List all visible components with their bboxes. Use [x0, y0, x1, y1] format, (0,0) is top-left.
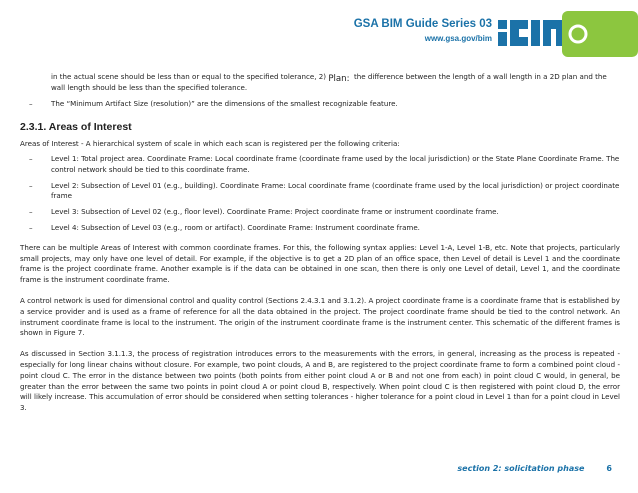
logo-square-small — [498, 20, 507, 29]
section-intro: Areas of Interest - A hierarchical system of scale in which each scan is registered per the following criteria: — [20, 139, 400, 149]
page-footer — [457, 464, 612, 473]
list-item: – The “Minimum Artifact Size (resolution)” are the dimensions of the smallest recognizable feature. — [29, 98, 398, 108]
logo-letter-c — [510, 20, 528, 46]
list-item: – Level 4: Subsection of Level 03 (e.g., room or artifact). Coordinate Frame: Instrument coordinate frame. — [29, 222, 420, 232]
list-item: – Level 2: Subsection of Level 01 (e.g., building). Coordinate Frame: Local coordinate frame (coordinate frame used by the local jurisdiction) or project coordinate frame — [29, 180, 620, 201]
header-title: GSA BIM Guide Series 03 — [353, 18, 492, 30]
page-content — [20, 72, 620, 424]
logo-green-panel — [562, 11, 638, 57]
paragraph: As discussed in Section 3.1.1.3, the process of registration introduces errors to the measurements with the errors, in general, increasing as the process is repeated - especially for long linear chains without closure. For example, two point clouds, A and B, are registered to the project coordinate frame to form a combined point cloud - point cloud C. The error in the distance between two points (both points from either point cloud A or B and not one from each) in point cloud C would, in general, be greater than the error between the same two points in point cloud A or point cloud B, respectively. When point cloud C is then registered with point cloud D, the error will likely increase. This accumulation of error should be considered when setting tolerances - higher tolerance for a point cloud in Level 1 than for a point cloud in Level 3. — [20, 349, 620, 413]
logo-letter-m — [543, 20, 564, 46]
continuation-a: in the actual scene should be less than or equal to the specified tolerance, 2) — [51, 72, 327, 81]
list-item: – Level 3: Subsection of Level 02 (e.g., floor level). Coordinate Frame: Project coordinate frame or instrument coordinate frame. — [29, 207, 499, 217]
paragraph: There can be multiple Areas of Interest with common coordinate frames. For this, the following syntax applies: Level 1-A, Level 1-B, etc. Note that projects, particularly small projects, may only have one level of detail. For example, if the objective is to get a 2D plan of an office space, then Level of detail is Level 1 and the coordinate frame is the project coordinate frame. Another example is if the data can be obtained in one scan, then there is only one Level of detail, Level 1, and the coordinate frame is the instrument coordinate frame. — [20, 242, 620, 285]
list-item: – Level 1: Total project area. Coordinate Frame: Local coordinate frame (coordinate frame used by the local jurisdiction) or the State Plane Coordinate Frame. The control network should be tied to this coordinate frame. — [29, 153, 620, 174]
header-url[interactable]: www.gsa.gov/bim — [424, 34, 492, 43]
plan-word: Plan: — [328, 74, 350, 84]
section-title: 2.3.1. Areas of Interest — [20, 121, 132, 134]
gsa-bim-logo — [498, 11, 638, 57]
logo-square-small-2 — [498, 32, 507, 46]
logo-letter-i — [531, 20, 540, 46]
paragraph: A control network is used for dimensional control and quality control (Sections 2.4.3.1 and 3.1.2). A project coordinate frame is a coordinate frame that is established by a service provider and is used as a frame of reference for all the data obtained in the project. The project coordinate frame should be tied to the control network. An instrument coordinate frame is local to the instrument. The origin of the instrument coordinate frame is the instrument center. This schematic of the different frames is shown in Figure 7. — [20, 295, 620, 338]
continuation-b: the difference between the length of a wall length in a 2D plan and the wall length should be less than the specified tolerance. — [51, 72, 607, 92]
footer-section: section 2: solicitation phase — [457, 464, 585, 473]
page-number: 6 — [606, 464, 612, 473]
continuation-text — [51, 72, 620, 94]
